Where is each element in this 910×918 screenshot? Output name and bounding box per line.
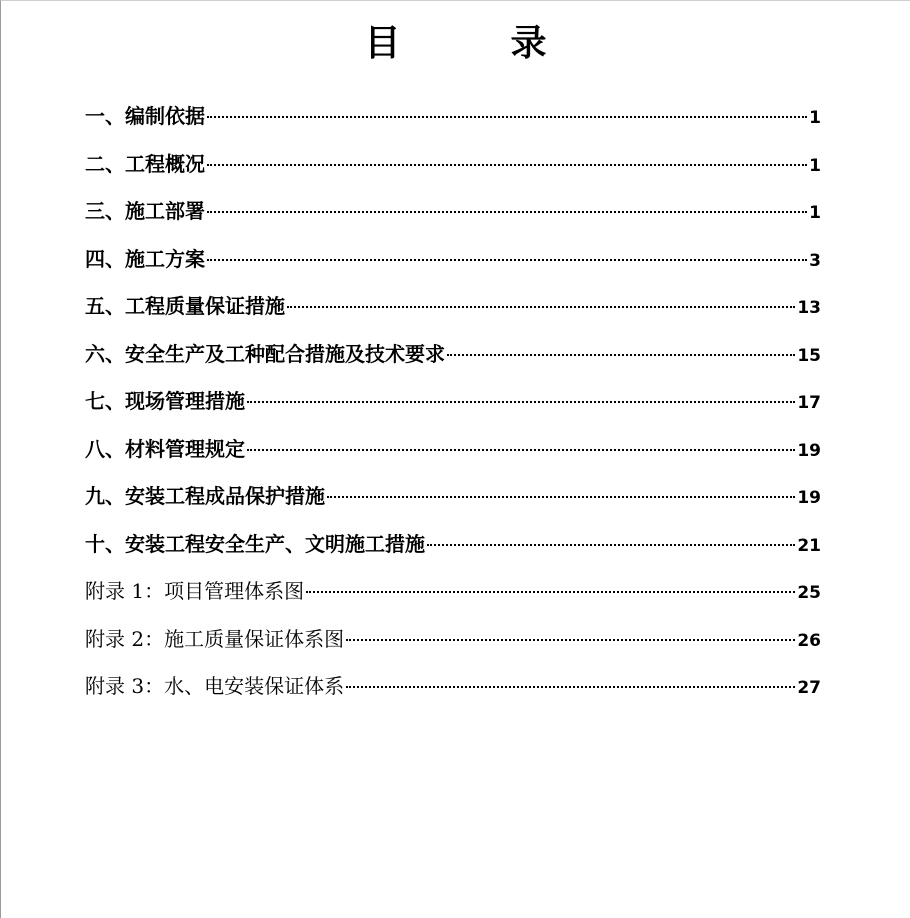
toc-entry-label[interactable]: 十、安装工程安全生产、文明施工措施 <box>85 531 425 556</box>
toc-entry-label[interactable]: 附录 3：水、电安装保证体系 <box>85 674 345 698</box>
toc-entry[interactable] <box>85 195 821 243</box>
dot-leader <box>306 591 795 593</box>
toc-entry-label[interactable]: 三、施工部署 <box>85 199 205 223</box>
toc-entry[interactable] <box>85 623 821 671</box>
toc-entry[interactable] <box>85 338 821 386</box>
toc-entry-page[interactable]: 13 <box>797 298 821 318</box>
toc-entry-page[interactable]: 1 <box>809 155 821 176</box>
toc-entry[interactable] <box>85 385 821 433</box>
toc-entry-label[interactable]: 七、现场管理措施 <box>85 389 245 413</box>
title-char-2: 录 <box>510 22 547 64</box>
toc-entry[interactable] <box>85 100 821 148</box>
toc-entry-page[interactable]: 26 <box>797 630 821 651</box>
toc-entry-page[interactable]: 15 <box>797 345 821 366</box>
toc-entry-label[interactable]: 八、材料管理规定 <box>85 436 245 461</box>
toc-entry-page[interactable]: 17 <box>797 393 821 413</box>
toc-entry[interactable] <box>85 433 821 481</box>
toc-entry-label[interactable]: 附录 2：施工质量保证体系图 <box>85 626 345 651</box>
toc-entry-label[interactable]: 四、施工方案 <box>85 246 205 271</box>
toc-entry[interactable] <box>85 148 821 196</box>
table-of-contents <box>85 100 821 718</box>
toc-entry-page[interactable]: 25 <box>797 583 821 603</box>
dot-leader <box>207 259 807 261</box>
dot-leader <box>207 211 807 213</box>
toc-entry[interactable] <box>85 575 821 623</box>
toc-entry[interactable] <box>85 290 821 338</box>
toc-entry-page[interactable]: 1 <box>809 203 821 223</box>
dot-leader <box>346 639 795 641</box>
toc-entry-label[interactable]: 一、编制依据 <box>85 104 205 128</box>
dot-leader <box>247 401 795 403</box>
toc-entry[interactable] <box>85 480 821 528</box>
toc-entry-label[interactable]: 六、安全生产及工种配合措施及技术要求 <box>85 341 445 366</box>
toc-entry[interactable] <box>85 243 821 291</box>
toc-entry-label[interactable]: 附录 1：项目管理体系图 <box>85 579 305 603</box>
dot-leader <box>287 306 795 308</box>
dot-leader <box>327 496 795 498</box>
dot-leader <box>447 354 795 356</box>
dot-leader <box>346 686 795 688</box>
toc-entry-page[interactable]: 1 <box>809 108 821 128</box>
page-title <box>1 21 910 65</box>
toc-entry-label[interactable]: 九、安装工程成品保护措施 <box>85 484 325 508</box>
dot-leader <box>207 164 807 166</box>
toc-entry-label[interactable]: 二、工程概况 <box>85 151 205 176</box>
toc-entry-page[interactable]: 19 <box>797 488 821 508</box>
dot-leader <box>207 116 807 118</box>
dot-leader <box>247 449 795 451</box>
dot-leader <box>427 544 795 546</box>
toc-entry-page[interactable]: 21 <box>797 535 821 556</box>
toc-entry-page[interactable]: 19 <box>797 440 821 461</box>
toc-entry[interactable] <box>85 528 821 576</box>
toc-entry-page[interactable]: 3 <box>809 250 821 271</box>
toc-entry[interactable] <box>85 670 821 718</box>
toc-entry-page[interactable]: 27 <box>797 678 821 698</box>
title-char-1: 目 <box>364 22 401 64</box>
toc-entry-label[interactable]: 五、工程质量保证措施 <box>85 294 285 318</box>
